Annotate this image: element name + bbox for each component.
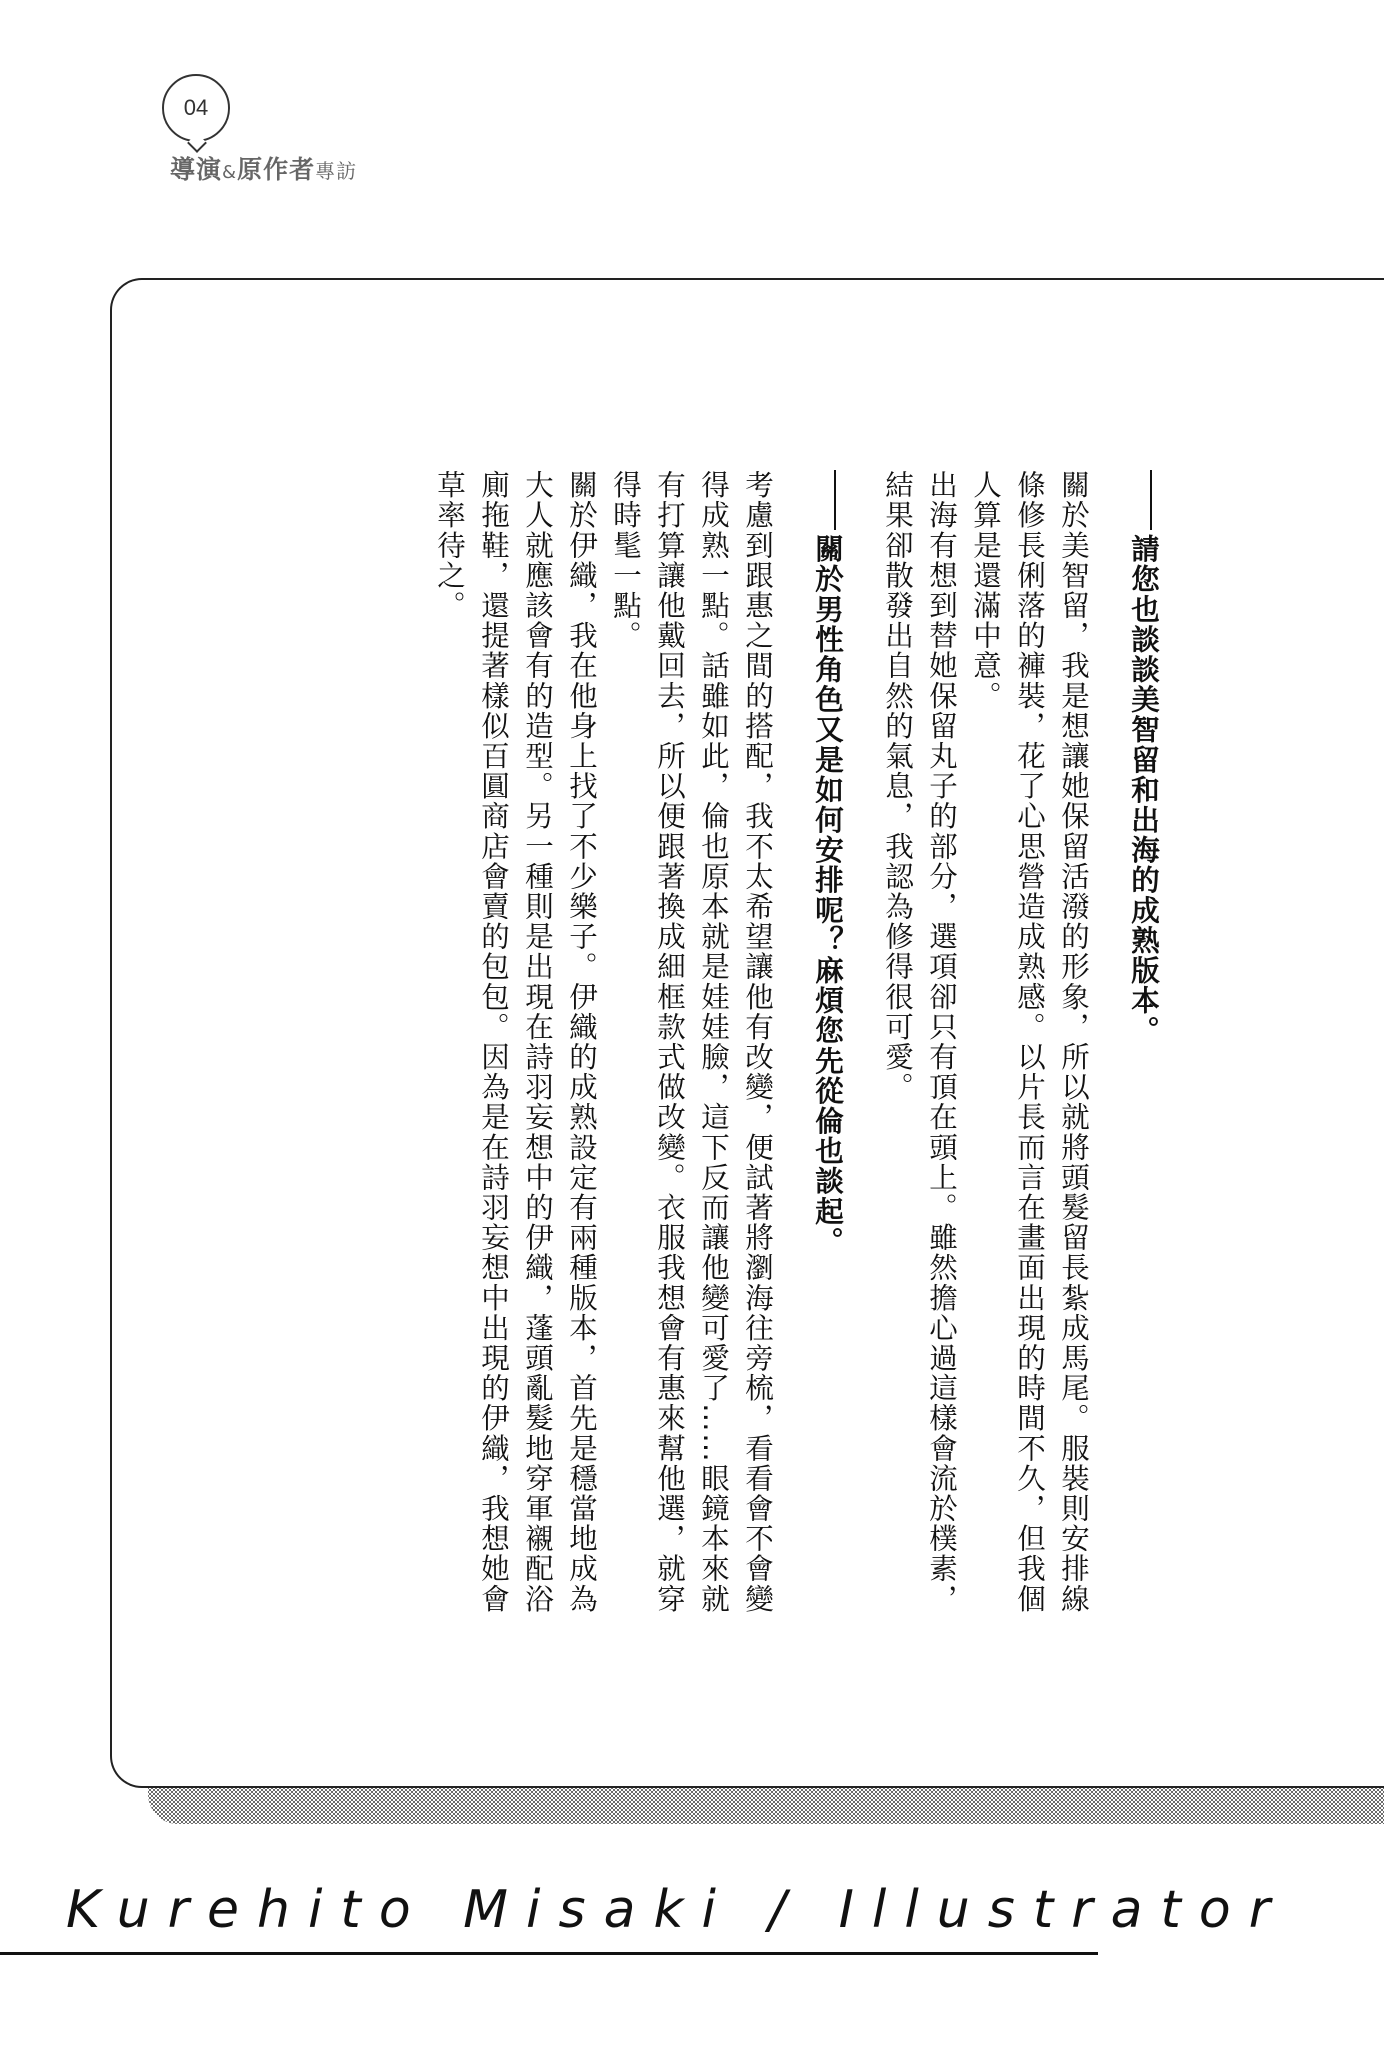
page-number-badge bbox=[162, 74, 230, 142]
question-2 bbox=[805, 470, 849, 1620]
answer-1-paragraph-2: 出海有想到替她保留丸子的部分，選項卻只有頂在頭上。雖然擔心過這樣會流於樸素，結果卻散發出自然的氣息，我認為修得很可愛。 bbox=[881, 470, 958, 1614]
answer-2-paragraph-2: 關於伊織，我在他身上找了不少樂子。伊織的成熟設定有兩種版本，首先是穩當地成為大人就應該會有的造型。另一種則是出現在詩羽妄想中的伊織，蓬頭亂髮地穿軍襯配浴廁拖鞋，還提著樣似百圓商店會賣的包包。因為是在詩羽妄想中出現的伊織，我想她會草率待之。 bbox=[433, 470, 598, 1614]
question-1 bbox=[1121, 470, 1165, 1620]
illustrator-credit: Kurehito Misaki / Illustrator bbox=[66, 1880, 1289, 1940]
answer-2-paragraph-1: 考慮到跟惠之間的搭配，我不太希望讓他有改變，便試著將瀏海往旁梳，看看會不會變得成熟一點。話雖如此，倫也原本就是娃娃臉，這下反而讓他變可愛了……眼鏡本來就有打算讓他戴回去，所以便跟著換成細框款式做改變。衣服我想會有惠來幫他選，就穿得時髦一點。 bbox=[609, 470, 774, 1614]
section-header bbox=[170, 150, 357, 186]
section-title-ampersand: & bbox=[222, 162, 238, 183]
section-title-author: 原作者 bbox=[237, 155, 316, 184]
question-1-text: 請您也談談美智留和出海的成熟版本。 bbox=[1127, 534, 1160, 1046]
page-number: 04 bbox=[183, 95, 209, 120]
section-title-interview: 專訪 bbox=[315, 159, 358, 183]
answer-1-paragraph-1: 關於美智留，我是想讓她保留活潑的形象，所以就將頭髮留長紮成馬尾。服裝則安排線條修長俐落的褲裝，花了心思營造成熟感。以片長而言在畫面出現的時間不久，但我個人算是還滿中意。 bbox=[969, 470, 1090, 1614]
interview-text bbox=[205, 470, 1165, 1620]
section-title-director: 導演 bbox=[170, 155, 223, 184]
question-2-text: 關於男性角色又是如何安排呢？麻煩您先從倫也談起。 bbox=[811, 534, 844, 1257]
credit-underline bbox=[0, 1952, 1098, 1955]
